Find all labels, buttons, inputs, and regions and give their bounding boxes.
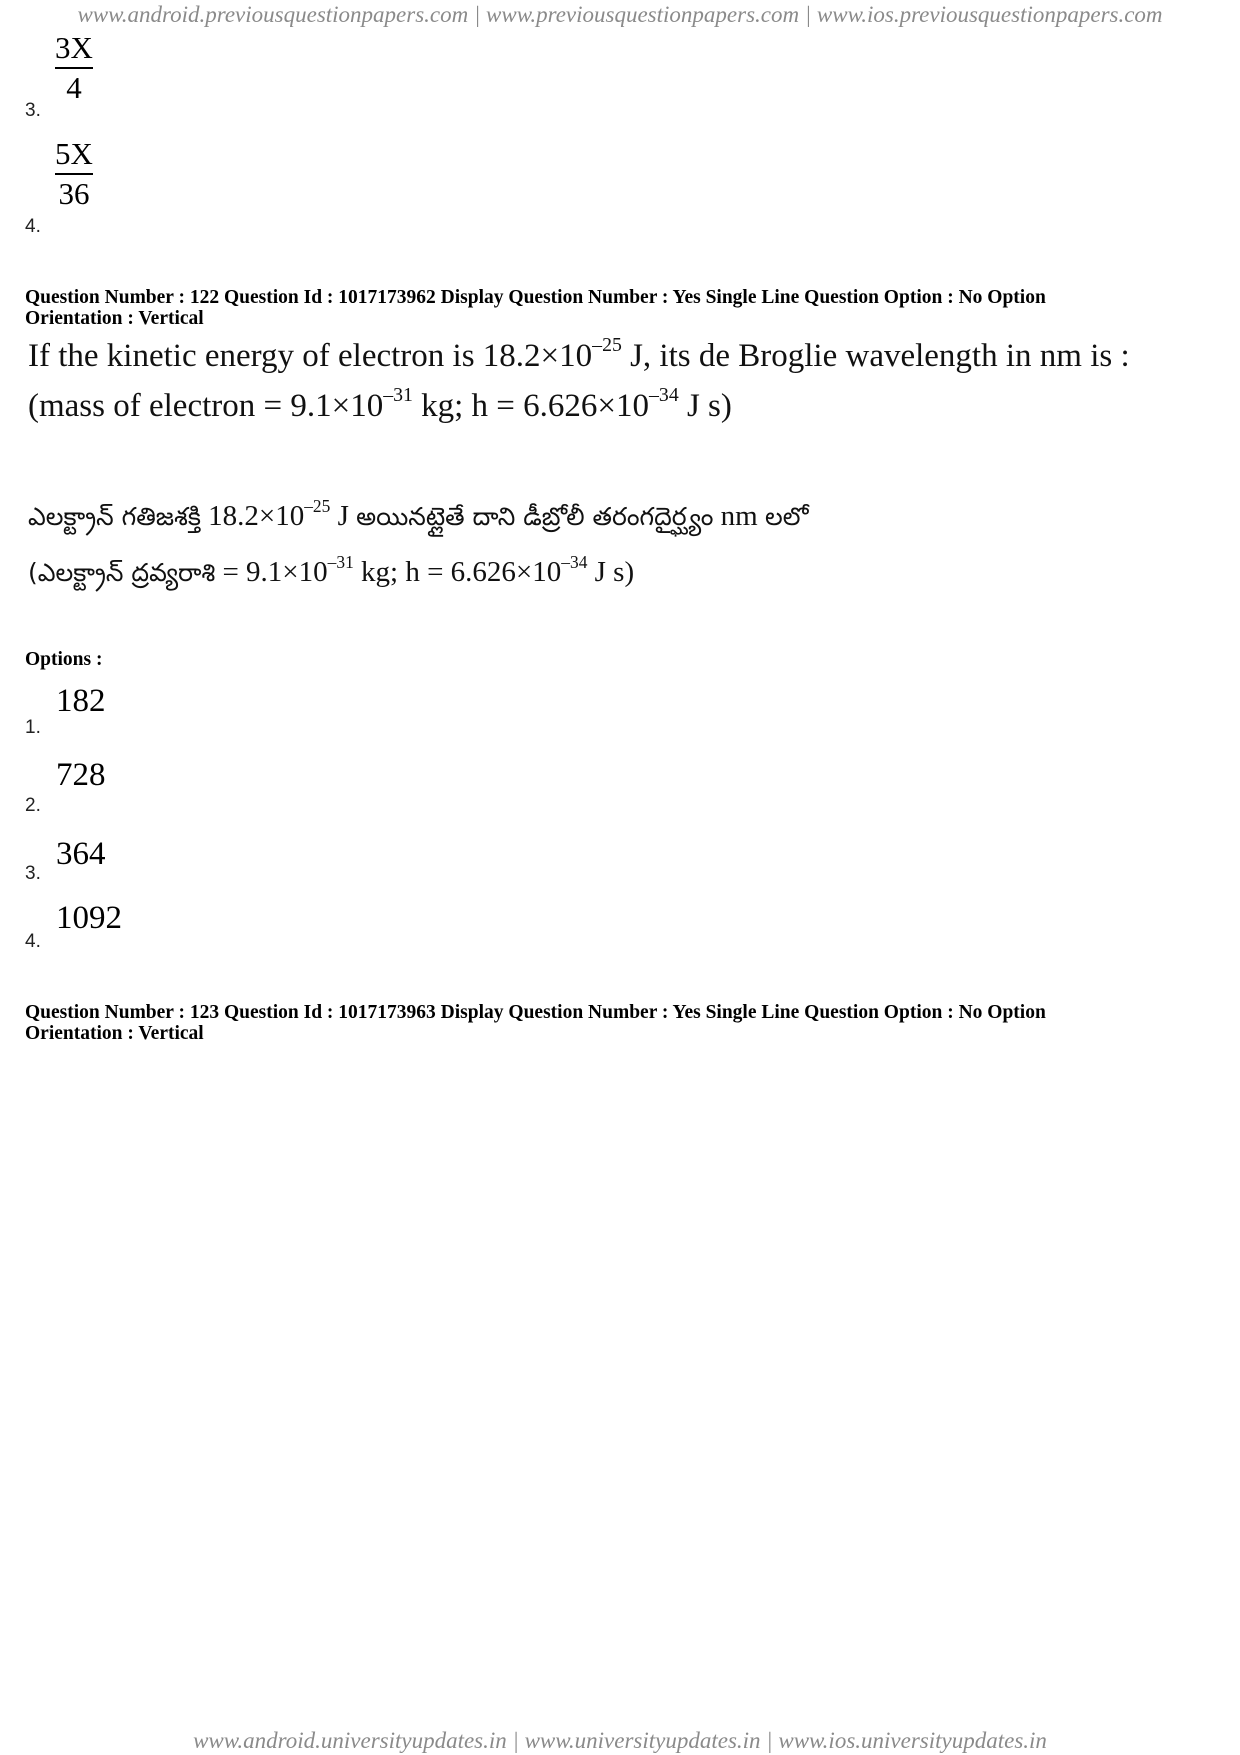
option-3-value: 364 xyxy=(56,836,106,872)
option-1-number: 1. xyxy=(25,717,41,738)
prev-option-3-number: 3. xyxy=(25,100,41,121)
option-3-number: 3. xyxy=(25,863,41,884)
question-122-meta-line2: Orientation : Vertical xyxy=(25,308,204,329)
prev-option-3-denominator: 4 xyxy=(66,69,82,105)
fraction-bar xyxy=(55,173,93,175)
footer-watermark: www.android.universityupdates.in | www.universityupdates.in | www.ios.universityupdates.in xyxy=(193,1728,1047,1753)
options-label: Options : xyxy=(25,649,103,670)
question-122-telugu-line2: (ఎలక్ట్రాన్ ద్రవ్యరాశి = $9.1\times 10^{-31}$ kg; $h = 6.626\times 10^{-34}$ J s) xyxy=(28,551,635,588)
option-2-number: 2. xyxy=(25,795,41,816)
option-2-value: 728 xyxy=(56,757,106,793)
question-123-meta-line2: Orientation : Vertical xyxy=(25,1023,204,1044)
prev-option-4-numerator: 5X xyxy=(55,136,93,171)
question-122-telugu-line1: ఎలక్ట్రాన్ గతిజశక్తి $18.2\times 10^{-25}$ J అయినట్లైతే దాని డీబ్రోలీ తరంగదైర్ఘ్యం nm లలో xyxy=(28,495,809,532)
question-122-english-line1: If the kinetic energy of electron is $18.2\times 10^{-25}$ J, its de Broglie wavelength in nm is : xyxy=(28,334,1130,374)
prev-option-4-number: 4. xyxy=(25,216,41,237)
option-4-number: 4. xyxy=(25,931,41,952)
prev-option-4-denominator: 36 xyxy=(58,175,90,211)
question-122-meta-line1: Question Number : 122 Question Id : 1017173962 Display Question Number : Yes Single Line Question Option : No Option xyxy=(25,287,1046,308)
prev-option-4-fraction xyxy=(55,138,93,210)
option-4-value: 1092 xyxy=(56,900,122,936)
question-123-meta-line1: Question Number : 123 Question Id : 1017173963 Display Question Number : Yes Single Line Question Option : No Option xyxy=(25,1002,1046,1023)
header-watermark: www.android.previousquestionpapers.com | www.previousquestionpapers.com | www.ios.previousquestionpapers.com xyxy=(77,2,1163,27)
fraction-bar xyxy=(55,67,93,69)
question-122-english-line2: (mass of electron = $9.1\times 10^{-31}$ kg; $h = 6.626\times 10^{-34}$ J s) xyxy=(28,384,732,424)
question-123-meta xyxy=(25,1002,1205,1044)
question-122-meta xyxy=(25,287,1205,329)
prev-option-3-numerator: 3X xyxy=(55,30,93,65)
option-1-value: 182 xyxy=(56,683,106,719)
prev-option-3-fraction xyxy=(55,32,93,104)
